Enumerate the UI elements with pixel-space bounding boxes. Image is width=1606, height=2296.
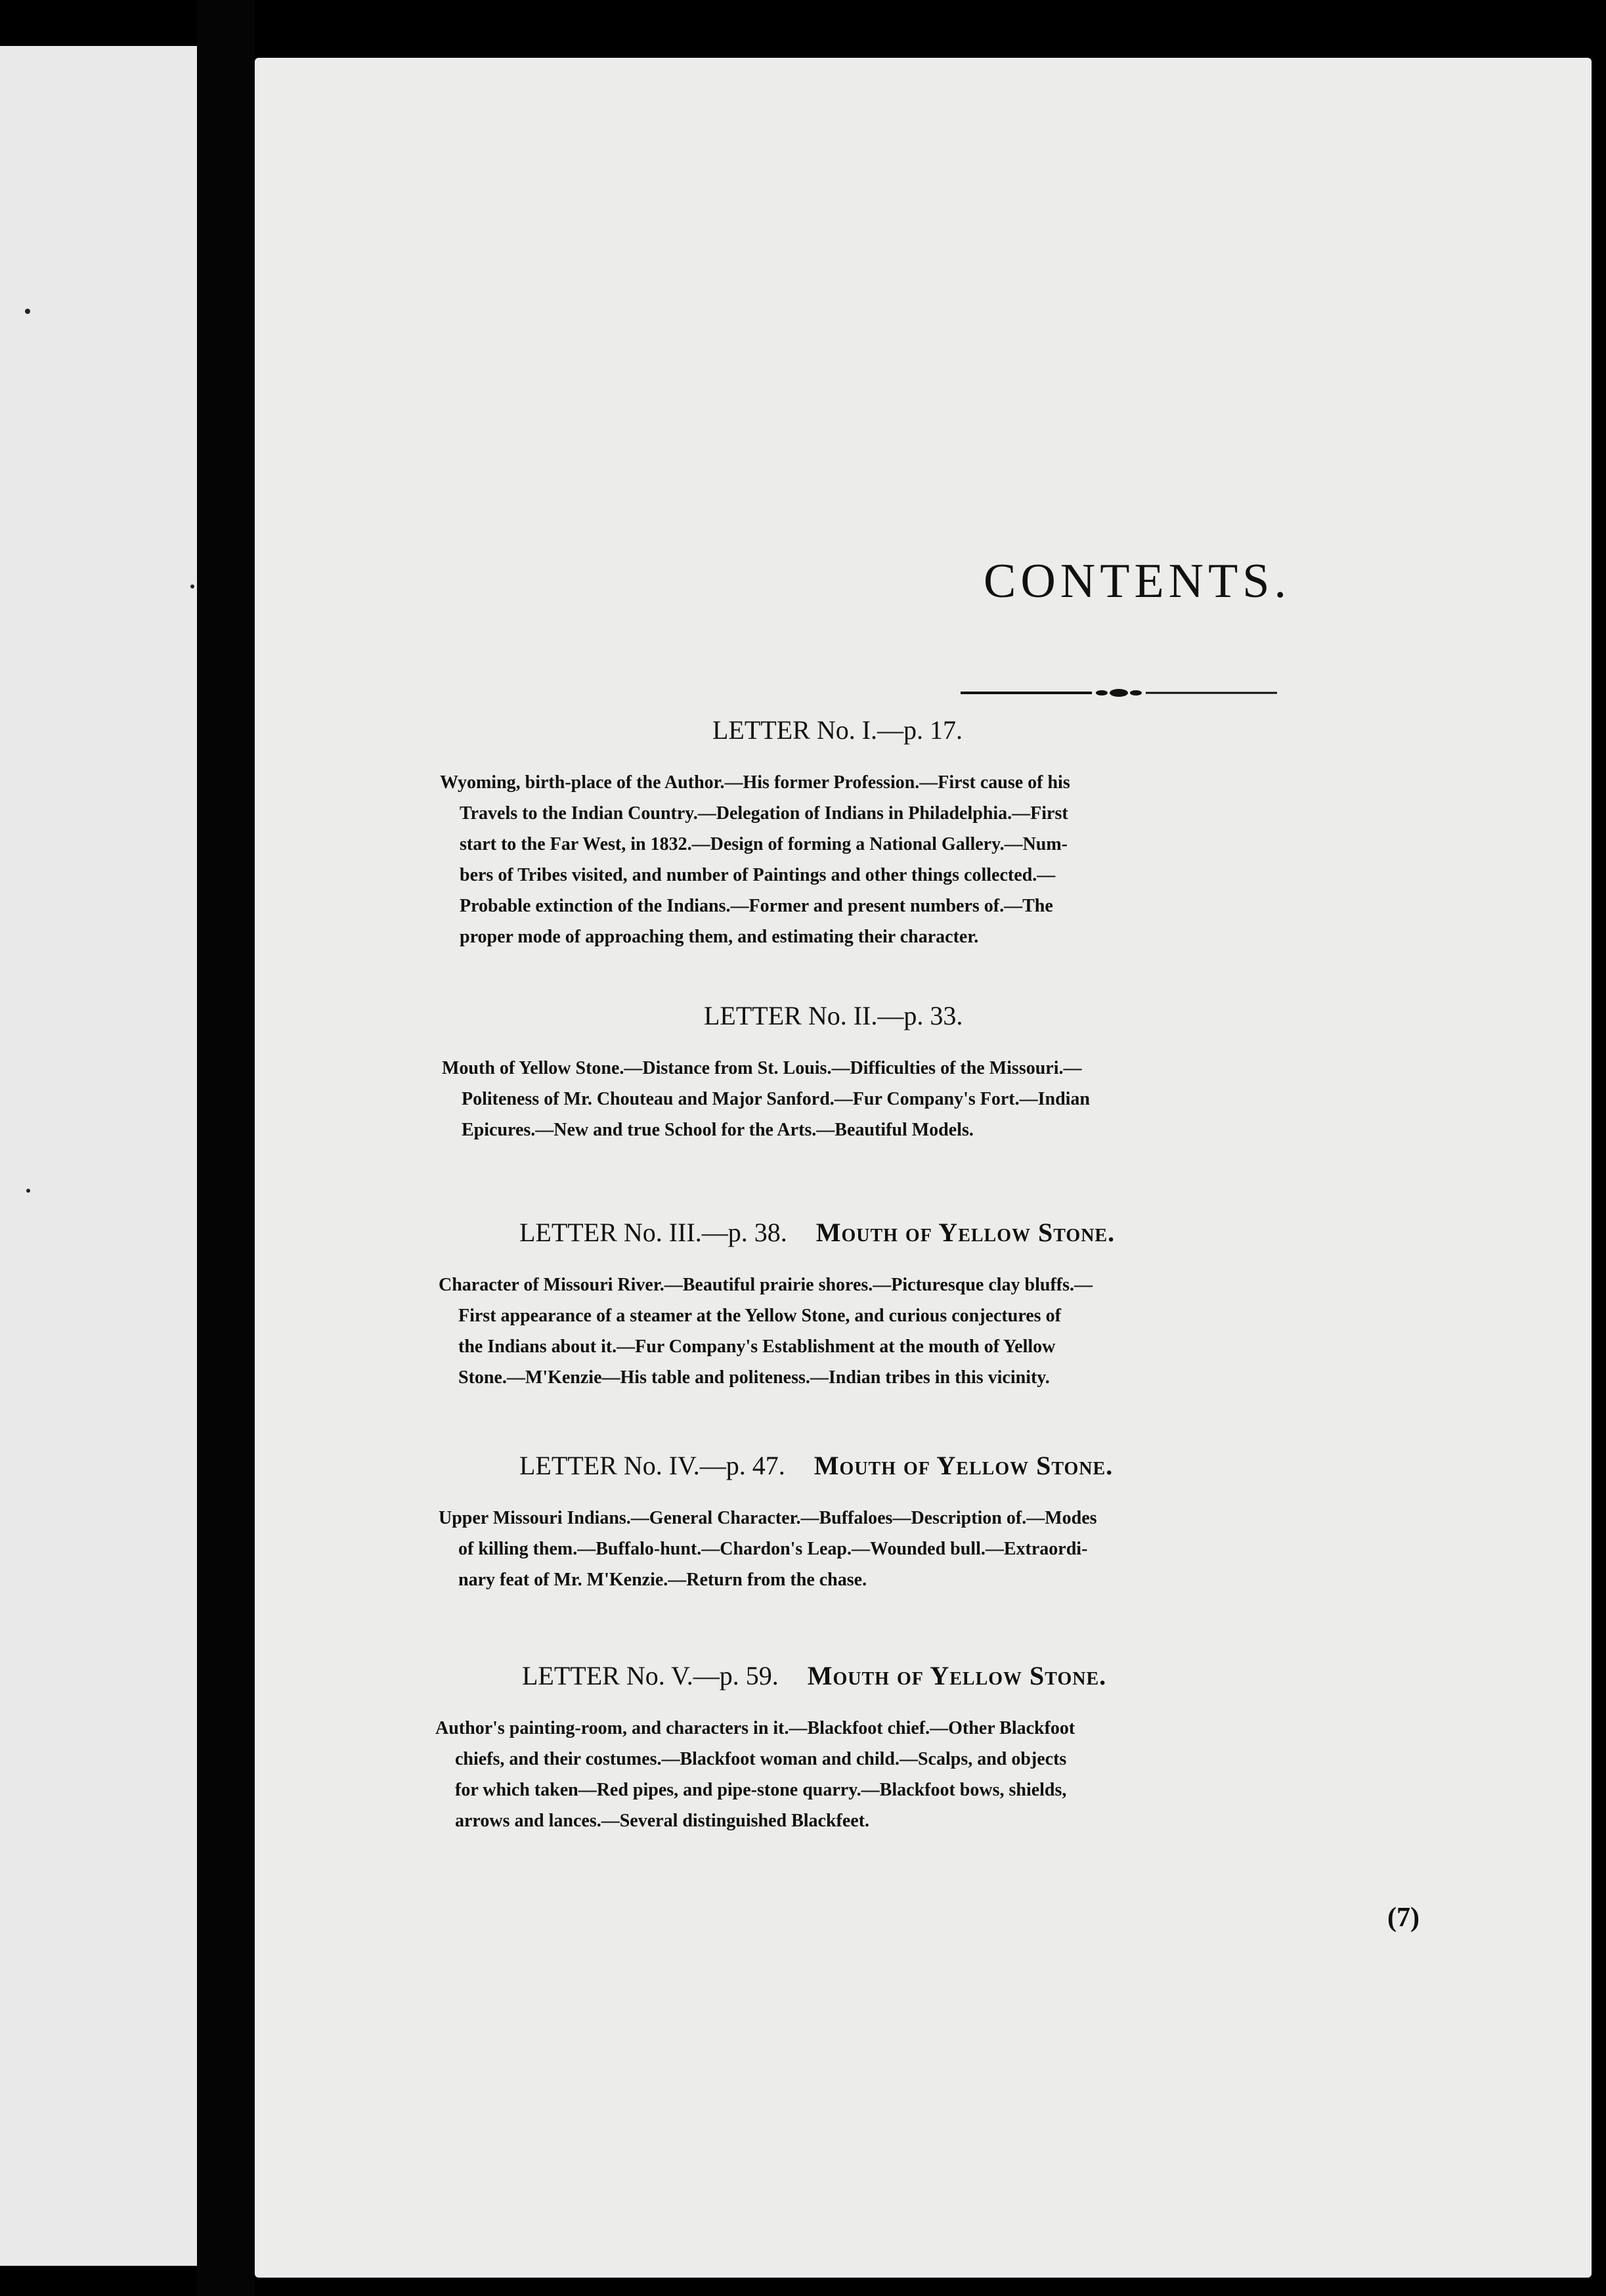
summary-line: Stone.—M'Kenzie—His table and politeness.—Indian tribes in this vicinity.: [458, 1367, 1050, 1388]
letter-place: Mouth of Yellow Stone.: [814, 1451, 1114, 1480]
letter-number: LETTER No. V.—p. 59.: [522, 1661, 779, 1690]
summary-line: Upper Missouri Indians.—General Character.—Buffaloes—Description of.—Modes: [439, 1508, 1097, 1528]
summary-line: for which taken—Red pipes, and pipe-stone quarry.—Blackfoot bows, shields,: [455, 1780, 1067, 1800]
letter-number: LETTER No. I.—p. 17.: [712, 715, 963, 745]
letter-number: LETTER No. III.—p. 38.: [519, 1218, 787, 1247]
letter-number: LETTER No. II.—p. 33.: [704, 1001, 963, 1030]
letter-number: LETTER No. IV.—p. 47.: [519, 1451, 785, 1480]
letter-heading: [522, 1660, 1106, 1691]
summary-line: Probable extinction of the Indians.—Former and present numbers of.—The: [460, 896, 1053, 916]
contents-page: [255, 58, 1592, 2278]
letter-place: Mouth of Yellow Stone.: [815, 1218, 1116, 1247]
ornamental-divider: [961, 688, 1277, 697]
page-number: (7): [1387, 1903, 1420, 1933]
ink-speck: [25, 309, 30, 314]
ink-speck: [190, 585, 194, 588]
summary-line: Mouth of Yellow Stone.—Distance from St. Louis.—Difficulties of the Missouri.—: [442, 1058, 1082, 1078]
summary-line: Author's painting-room, and characters in it.—Blackfoot chief.—Other Blackfoot: [435, 1718, 1075, 1738]
letter-place: Mouth of Yellow Stone.: [807, 1661, 1107, 1690]
summary-line: the Indians about it.—Fur Company's Establishment at the mouth of Yellow: [458, 1336, 1056, 1357]
summary-line: bers of Tribes visited, and number of Paintings and other things collected.—: [460, 865, 1056, 885]
summary-line: Travels to the Indian Country.—Delegation of Indians in Philadelphia.—First: [460, 803, 1068, 824]
summary-line: nary feat of Mr. M'Kenzie.—Return from the chase.: [458, 1570, 867, 1590]
book-gutter: [197, 0, 255, 2296]
summary-line: start to the Far West, in 1832.—Design of forming a National Gallery.—Num-: [460, 834, 1068, 854]
summary-line: Wyoming, birth-place of the Author.—His former Profession.—First cause of his: [440, 772, 1070, 793]
letter-summary: [442, 1053, 1090, 1145]
letter-heading: [712, 715, 963, 745]
summary-line: First appearance of a steamer at the Yellow Stone, and curious conjectures of: [458, 1306, 1061, 1326]
letter-heading: [519, 1450, 1113, 1481]
summary-line: Epicures.—New and true School for the Arts.—Beautiful Models.: [462, 1120, 974, 1140]
summary-line: of killing them.—Buffalo-hunt.—Chardon's Leap.—Wounded bull.—Extraordi-: [458, 1539, 1088, 1559]
summary-line: Politeness of Mr. Chouteau and Major Sanford.—Fur Company's Fort.—Indian: [462, 1089, 1091, 1109]
summary-line: Character of Missouri River.—Beautiful prairie shores.—Picturesque clay bluffs.—: [439, 1275, 1093, 1295]
facing-page-edge: [0, 46, 197, 2266]
page-title: CONTENTS.: [984, 554, 1291, 608]
summary-line: arrows and lances.—Several distinguished Blackfeet.: [455, 1811, 870, 1831]
ink-speck: [26, 1189, 30, 1193]
summary-line: chiefs, and their costumes.—Blackfoot woman and child.—Scalps, and objects: [455, 1749, 1067, 1769]
letter-summary: [440, 767, 1070, 952]
letter-heading: [704, 1000, 963, 1031]
letter-heading: [519, 1217, 1115, 1248]
letter-summary: [439, 1269, 1093, 1393]
letter-summary: [435, 1713, 1075, 1836]
letter-summary: [439, 1503, 1097, 1595]
summary-line: proper mode of approaching them, and estimating their character.: [460, 927, 979, 947]
